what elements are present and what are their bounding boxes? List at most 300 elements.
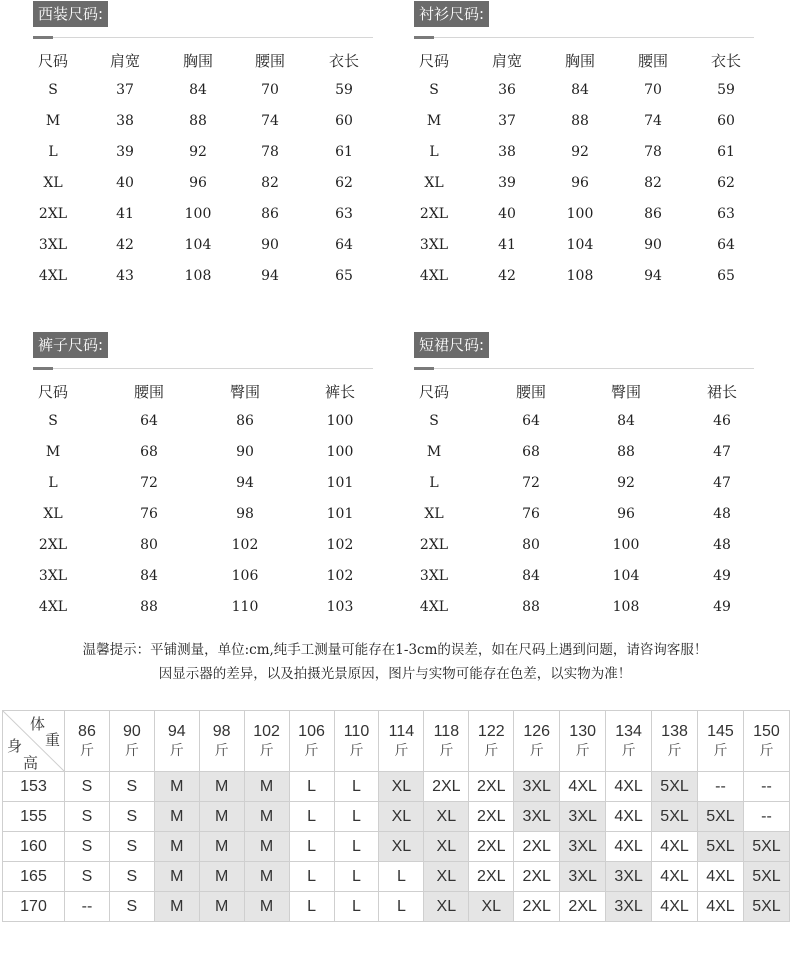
suit-size-title: 西装尺码: xyxy=(33,1,108,27)
height-cell: 153 xyxy=(3,772,65,802)
weight-value: 102 xyxy=(253,723,280,740)
measurement-value: 70 xyxy=(261,82,279,98)
size-label: 2XL xyxy=(419,206,449,222)
size-cell: XL xyxy=(379,772,424,802)
size-cell: L xyxy=(289,862,334,892)
skirt-size-title: 短裙尺码: xyxy=(414,332,489,358)
weight-value: 98 xyxy=(212,723,231,740)
size-label: S xyxy=(429,413,439,429)
measurement-value: 106 xyxy=(231,568,259,584)
measurement-value: 100 xyxy=(566,206,594,222)
corner-label-gao: 高 xyxy=(23,754,39,771)
measurement-value: 78 xyxy=(261,144,279,160)
size-cell: 3XL xyxy=(514,802,560,832)
skirt-size-table xyxy=(414,380,754,623)
height-cell: 165 xyxy=(3,862,65,892)
table-row xyxy=(414,468,754,499)
measurement-value: 47 xyxy=(713,444,731,460)
table-row xyxy=(33,199,373,230)
column-header: 衣长 xyxy=(710,52,741,70)
size-cell: 2XL xyxy=(469,862,514,892)
measurement-value: 88 xyxy=(571,113,589,129)
measurement-value: 65 xyxy=(717,268,735,284)
table-row xyxy=(33,230,373,261)
measurement-value: 92 xyxy=(189,144,207,160)
measurement-value: 59 xyxy=(335,82,353,98)
table-row xyxy=(33,499,373,530)
size-cell: S xyxy=(65,832,110,862)
size-cell: M xyxy=(244,832,289,862)
table-row xyxy=(414,168,754,199)
size-label: XL xyxy=(424,175,444,191)
size-cell: L xyxy=(334,832,379,862)
measurement-value: 41 xyxy=(498,237,516,253)
suit-size-table xyxy=(33,49,373,292)
table-row xyxy=(414,530,754,561)
size-label: XL xyxy=(43,506,63,522)
size-cell: L xyxy=(289,832,334,862)
chart-body xyxy=(3,711,790,922)
measurement-value: 86 xyxy=(261,206,279,222)
weight-value: 130 xyxy=(569,723,596,740)
column-header: 尺码 xyxy=(37,52,68,70)
column-header: 臀围 xyxy=(229,383,260,401)
size-cell: S xyxy=(65,862,110,892)
size-cell: 2XL xyxy=(514,832,560,862)
divider xyxy=(414,37,754,38)
size-cell: S xyxy=(65,772,110,802)
table-row xyxy=(414,499,754,530)
divider-accent xyxy=(414,367,434,370)
weight-unit: 斤 xyxy=(713,742,728,758)
divider-accent xyxy=(33,367,53,370)
measurement-value: 100 xyxy=(184,206,212,222)
column-header: 尺码 xyxy=(37,383,68,401)
measurement-value: 84 xyxy=(140,568,158,584)
weight-header-cell xyxy=(199,711,244,772)
weight-header-cell xyxy=(560,711,606,772)
color-disclaimer: 因显示器的差异，以及拍摄光景原因，图片与实物可能存在色差，以实物为准！ xyxy=(158,666,632,682)
weight-unit: 斤 xyxy=(349,742,364,758)
table-row xyxy=(33,561,373,592)
size-label: M xyxy=(426,113,442,129)
measurement-value: 104 xyxy=(184,237,212,253)
measurement-value: 88 xyxy=(617,444,635,460)
size-cell: XL xyxy=(424,892,469,922)
measurement-value: 42 xyxy=(498,268,516,284)
size-cell: L xyxy=(379,862,424,892)
table-row xyxy=(414,561,754,592)
size-cell: M xyxy=(154,832,199,862)
size-label: 3XL xyxy=(419,237,449,253)
table-row xyxy=(33,168,373,199)
size-cell: 4XL xyxy=(606,832,652,862)
table-row xyxy=(414,106,754,137)
table-row xyxy=(414,75,754,106)
size-cell: M xyxy=(244,772,289,802)
weight-header-cell xyxy=(698,711,744,772)
weight-unit: 斤 xyxy=(484,742,499,758)
size-label: 4XL xyxy=(38,599,68,615)
measurement-value: 61 xyxy=(335,144,353,160)
size-cell: -- xyxy=(65,892,110,922)
measurement-value: 96 xyxy=(189,175,207,191)
measurement-value: 43 xyxy=(116,268,134,284)
size-cell: M xyxy=(244,802,289,832)
size-label: 3XL xyxy=(38,237,68,253)
measurement-value: 72 xyxy=(140,475,158,491)
measurement-value: 74 xyxy=(644,113,662,129)
size-notes xyxy=(0,638,790,686)
height-cell: 170 xyxy=(3,892,65,922)
measurement-value: 76 xyxy=(140,506,158,522)
size-cell: L xyxy=(334,802,379,832)
size-label: 2XL xyxy=(38,206,68,222)
table-header-row xyxy=(33,49,373,75)
measurement-value: 88 xyxy=(522,599,540,615)
table-row xyxy=(414,230,754,261)
table-row xyxy=(33,592,373,623)
size-cell: XL xyxy=(379,832,424,862)
weight-header-cell xyxy=(65,711,110,772)
measurement-value: 110 xyxy=(231,599,259,615)
size-cell: 4XL xyxy=(652,862,698,892)
size-cell: S xyxy=(109,802,154,832)
table-row xyxy=(414,199,754,230)
table-header-row xyxy=(414,380,754,406)
measurement-value: 90 xyxy=(261,237,279,253)
weight-unit: 斤 xyxy=(439,742,454,758)
measurement-value: 90 xyxy=(236,444,254,460)
weight-value: 145 xyxy=(707,723,734,740)
size-cell: 5XL xyxy=(743,862,789,892)
measurement-value: 48 xyxy=(713,537,731,553)
measurement-value: 94 xyxy=(261,268,279,284)
size-cell: L xyxy=(334,862,379,892)
measurement-value: 80 xyxy=(522,537,540,553)
height-cell: 155 xyxy=(3,802,65,832)
measurement-value: 78 xyxy=(644,144,662,160)
height-row xyxy=(3,802,790,832)
table-row xyxy=(33,75,373,106)
divider-accent xyxy=(414,36,434,39)
size-cell: 4XL xyxy=(606,772,652,802)
corner-label-weight: 重 xyxy=(45,731,61,749)
size-cell: L xyxy=(379,892,424,922)
size-cell: M xyxy=(244,862,289,892)
size-label: L xyxy=(48,144,58,160)
weight-header-cell xyxy=(109,711,154,772)
weight-header-cell xyxy=(289,711,334,772)
weight-value: 94 xyxy=(167,723,186,740)
measurement-value: 62 xyxy=(335,175,353,191)
weight-unit: 斤 xyxy=(259,742,274,758)
measurement-value: 47 xyxy=(713,475,731,491)
shirt-size-table xyxy=(414,49,754,292)
measurement-value: 40 xyxy=(116,175,134,191)
size-cell: XL xyxy=(424,862,469,892)
weight-value: 150 xyxy=(753,723,780,740)
weight-value: 126 xyxy=(523,723,551,740)
weight-header-cell xyxy=(652,711,698,772)
measurement-value: 82 xyxy=(261,175,279,191)
table-row xyxy=(33,437,373,468)
weight-header-row xyxy=(3,711,790,772)
size-cell: 3XL xyxy=(606,892,652,922)
measurement-value: 92 xyxy=(571,144,589,160)
measurement-value: 39 xyxy=(116,144,134,160)
height-row xyxy=(3,892,790,922)
measurement-value: 88 xyxy=(140,599,158,615)
table-row xyxy=(33,468,373,499)
column-header: 胸围 xyxy=(182,52,213,70)
size-cell: -- xyxy=(743,802,789,832)
weight-unit: 斤 xyxy=(394,742,409,758)
measurement-value: 39 xyxy=(498,175,516,191)
size-cell: 2XL xyxy=(469,832,514,862)
measurement-value: 49 xyxy=(713,568,731,584)
measurement-value: 64 xyxy=(140,413,158,429)
size-label: S xyxy=(48,82,58,98)
measurement-value: 84 xyxy=(189,82,207,98)
measurement-value: 103 xyxy=(326,599,354,615)
measurement-value: 101 xyxy=(326,475,354,491)
measurement-value: 60 xyxy=(335,113,353,129)
column-header: 肩宽 xyxy=(491,52,522,70)
column-header: 腰围 xyxy=(254,52,285,70)
size-cell: 3XL xyxy=(514,772,560,802)
weight-unit: 斤 xyxy=(759,742,774,758)
table-row xyxy=(33,530,373,561)
pants-size-title: 裤子尺码: xyxy=(33,332,108,358)
weight-value: 106 xyxy=(298,723,325,740)
weight-unit: 斤 xyxy=(304,742,319,758)
size-label: XL xyxy=(43,175,63,191)
table-row xyxy=(33,406,373,437)
size-cell: 5XL xyxy=(698,802,744,832)
weight-header-cell xyxy=(514,711,560,772)
measurement-value: 86 xyxy=(644,206,662,222)
weight-value: 118 xyxy=(433,723,460,740)
height-row xyxy=(3,772,790,802)
measurement-value: 100 xyxy=(326,444,354,460)
table-row xyxy=(414,137,754,168)
corner-label-shen: 身 xyxy=(7,737,23,755)
size-cell: M xyxy=(244,892,289,922)
measurement-value: 104 xyxy=(566,237,594,253)
pants-size-table xyxy=(33,380,373,623)
size-cell: 3XL xyxy=(560,862,606,892)
measurement-value: 86 xyxy=(236,413,254,429)
measurement-value: 100 xyxy=(612,537,640,553)
weight-header-cell xyxy=(379,711,424,772)
weight-header-cell xyxy=(424,711,469,772)
weight-unit: 斤 xyxy=(124,742,139,758)
divider xyxy=(33,368,373,369)
size-label: M xyxy=(45,444,61,460)
measurement-value: 104 xyxy=(612,568,640,584)
measurement-value: 76 xyxy=(522,506,540,522)
measurement-value: 37 xyxy=(498,113,516,129)
size-label: 4XL xyxy=(38,268,68,284)
size-cell: 3XL xyxy=(606,862,652,892)
size-cell: M xyxy=(154,892,199,922)
weight-unit: 斤 xyxy=(621,742,636,758)
size-label: M xyxy=(426,444,442,460)
size-cell: S xyxy=(109,892,154,922)
column-header: 腰围 xyxy=(515,383,546,401)
size-cell: M xyxy=(199,772,244,802)
measurement-tip: 温馨提示：平铺测量，单位:cm,纯手工测量可能存在1-3cm的误差，如在尺码上遇到问题，请咨询客服！ xyxy=(82,642,708,658)
size-cell: 5XL xyxy=(652,802,698,832)
size-cell: 3XL xyxy=(560,802,606,832)
size-cell: S xyxy=(109,832,154,862)
size-cell: XL xyxy=(379,802,424,832)
weight-header-cell xyxy=(606,711,652,772)
size-cell: 5XL xyxy=(698,832,744,862)
size-label: 4XL xyxy=(419,268,449,284)
measurement-value: 96 xyxy=(617,506,635,522)
size-cell: 4XL xyxy=(652,832,698,862)
corner-label-body: 体 xyxy=(30,715,46,733)
size-cell: 2XL xyxy=(469,772,514,802)
measurement-value: 63 xyxy=(717,206,735,222)
measurement-value: 74 xyxy=(261,113,279,129)
measurement-value: 88 xyxy=(189,113,207,129)
table-row xyxy=(414,437,754,468)
height-cell: 160 xyxy=(3,832,65,862)
size-cell: L xyxy=(334,892,379,922)
column-header: 胸围 xyxy=(564,52,595,70)
size-cell: M xyxy=(154,802,199,832)
column-header: 裙长 xyxy=(706,383,737,401)
size-cell: M xyxy=(154,772,199,802)
size-cell: L xyxy=(289,802,334,832)
size-cell: 3XL xyxy=(560,832,606,862)
measurement-value: 68 xyxy=(522,444,540,460)
chart-corner-cell xyxy=(3,711,65,772)
measurement-value: 46 xyxy=(713,413,731,429)
height-row xyxy=(3,832,790,862)
column-header: 肩宽 xyxy=(109,52,140,70)
measurement-value: 96 xyxy=(571,175,589,191)
table-row xyxy=(414,261,754,292)
size-cell: 2XL xyxy=(560,892,606,922)
size-cell: 5XL xyxy=(743,832,789,862)
size-label: 2XL xyxy=(38,537,68,553)
size-label: S xyxy=(48,413,58,429)
measurement-value: 64 xyxy=(335,237,353,253)
table-row xyxy=(33,261,373,292)
weight-unit: 斤 xyxy=(529,742,544,758)
size-cell: XL xyxy=(424,802,469,832)
weight-value: 138 xyxy=(661,723,688,740)
weight-header-cell xyxy=(334,711,379,772)
weight-unit: 斤 xyxy=(169,742,184,758)
size-cell: S xyxy=(109,772,154,802)
measurement-value: 84 xyxy=(571,82,589,98)
size-cell: 2XL xyxy=(514,892,560,922)
size-cell: 5XL xyxy=(743,892,789,922)
measurement-value: 84 xyxy=(617,413,635,429)
size-cell: M xyxy=(199,802,244,832)
size-label: S xyxy=(429,82,439,98)
size-cell: 5XL xyxy=(652,772,698,802)
measurement-value: 60 xyxy=(717,113,735,129)
divider xyxy=(414,368,754,369)
size-cell: L xyxy=(334,772,379,802)
measurement-value: 94 xyxy=(644,268,662,284)
size-cell: 4XL xyxy=(606,802,652,832)
weight-unit: 斤 xyxy=(575,742,590,758)
column-header: 腰围 xyxy=(133,383,164,401)
measurement-value: 98 xyxy=(236,506,254,522)
measurement-value: 38 xyxy=(116,113,134,129)
size-cell: 2XL xyxy=(424,772,469,802)
height-row xyxy=(3,862,790,892)
size-label: L xyxy=(48,475,58,491)
table-header-row xyxy=(414,49,754,75)
size-label: 2XL xyxy=(419,537,449,553)
table-header-row xyxy=(33,380,373,406)
measurement-value: 61 xyxy=(717,144,735,160)
weight-value: 110 xyxy=(343,723,370,740)
weight-value: 134 xyxy=(615,723,642,740)
size-cell: L xyxy=(289,772,334,802)
column-header: 尺码 xyxy=(418,52,449,70)
weight-value: 86 xyxy=(78,723,96,740)
weight-value: 122 xyxy=(477,723,505,740)
column-header: 裤长 xyxy=(324,383,355,401)
size-cell: 4XL xyxy=(652,892,698,922)
weight-header-cell xyxy=(154,711,199,772)
size-cell: S xyxy=(65,802,110,832)
measurement-value: 62 xyxy=(717,175,735,191)
weight-value: 114 xyxy=(388,723,415,740)
measurement-value: 37 xyxy=(116,82,134,98)
size-label: XL xyxy=(424,506,444,522)
size-label: 3XL xyxy=(38,568,68,584)
weight-header-cell xyxy=(469,711,514,772)
measurement-value: 90 xyxy=(644,237,662,253)
size-cell: 2XL xyxy=(469,802,514,832)
size-label: L xyxy=(429,144,439,160)
size-label: L xyxy=(429,475,439,491)
divider xyxy=(33,37,373,38)
height-weight-size-chart xyxy=(2,710,790,922)
measurement-value: 84 xyxy=(522,568,540,584)
size-cell: M xyxy=(199,862,244,892)
column-header: 腰围 xyxy=(637,52,668,70)
size-cell: L xyxy=(289,892,334,922)
size-cell: -- xyxy=(698,772,744,802)
measurement-value: 49 xyxy=(713,599,731,615)
column-header: 尺码 xyxy=(418,383,449,401)
table-row xyxy=(33,137,373,168)
measurement-value: 82 xyxy=(644,175,662,191)
column-header: 臀围 xyxy=(610,383,641,401)
size-cell: 4XL xyxy=(698,892,744,922)
measurement-value: 108 xyxy=(184,268,212,284)
size-cell: M xyxy=(154,862,199,892)
measurement-value: 48 xyxy=(713,506,731,522)
measurement-value: 80 xyxy=(140,537,158,553)
measurement-value: 38 xyxy=(498,144,516,160)
measurement-value: 59 xyxy=(717,82,735,98)
divider-accent xyxy=(33,36,53,39)
measurement-value: 102 xyxy=(326,537,354,553)
table-row xyxy=(414,592,754,623)
